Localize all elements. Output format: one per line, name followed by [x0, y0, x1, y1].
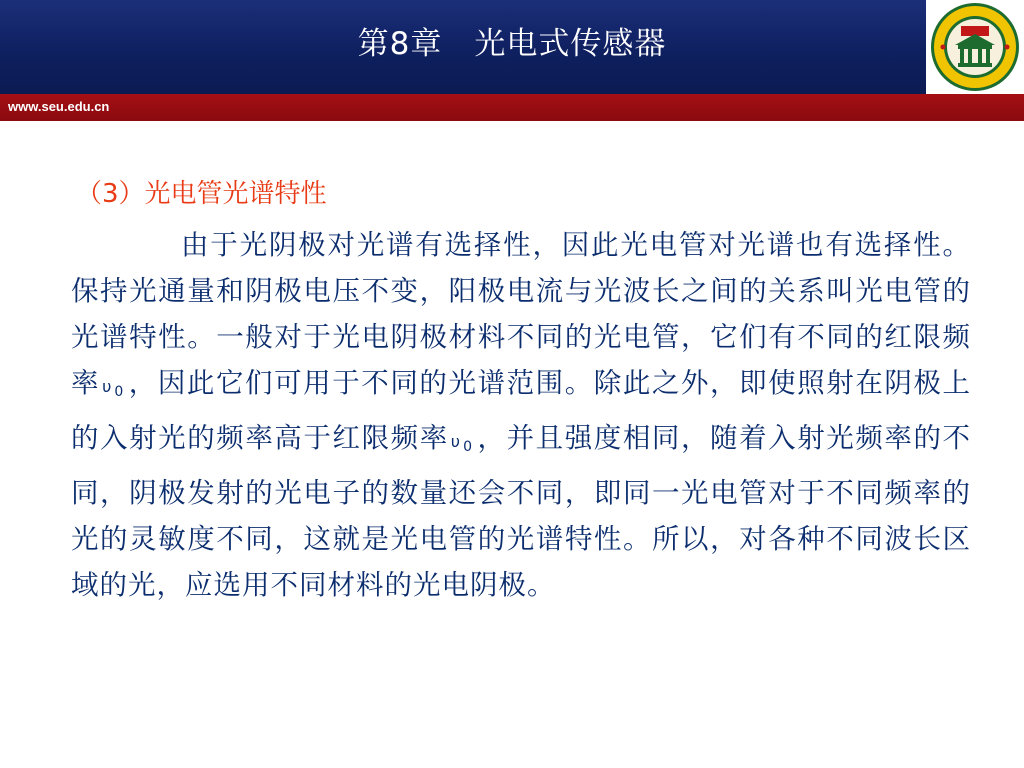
body-paragraph	[71, 222, 971, 608]
nu-zero-symbol	[102, 377, 125, 400]
nu-subscript: 0	[463, 439, 473, 455]
university-logo	[926, 0, 1024, 94]
paragraph-part-1: 由于光阴极对光谱有选择性，因此光电管对光谱也有选择性。保持光通量和阴极电压不变，阳极电流与光波长之间的关系叫光电管的光谱特性。一般对于光电阴极材料不同的光电管，它们有不同的红限频率	[71, 229, 971, 399]
page-title: 第8章 光电式传感器	[357, 26, 667, 62]
section-heading: （3）光电管光谱特性	[76, 179, 327, 209]
nu-zero-symbol-2	[450, 432, 473, 455]
nu-symbol: υ	[102, 377, 113, 396]
paragraph-part-3: ，并且强度相同，随着入射光频率的不同，阴极发射的光电子的数量还会不同，即同一光电管对于不同频率的光的灵敏度不同，这就是光电管的光谱特性。所以，对各种不同波长区域的光，应选用不同材料的光电阴极。	[71, 422, 972, 601]
nu-symbol: υ	[450, 432, 462, 451]
paragraph-part-2: ，因此它们可用于不同的光谱范围。除此之外，即使照射在阴极上的入射光的频率高于红限频率	[71, 367, 971, 454]
seal-icon	[928, 1, 1022, 93]
url-bar	[0, 94, 1024, 121]
header-bar	[0, 0, 1024, 94]
nu-subscript: 0	[114, 384, 125, 400]
website-url: www.seu.edu.cn	[8, 99, 110, 114]
